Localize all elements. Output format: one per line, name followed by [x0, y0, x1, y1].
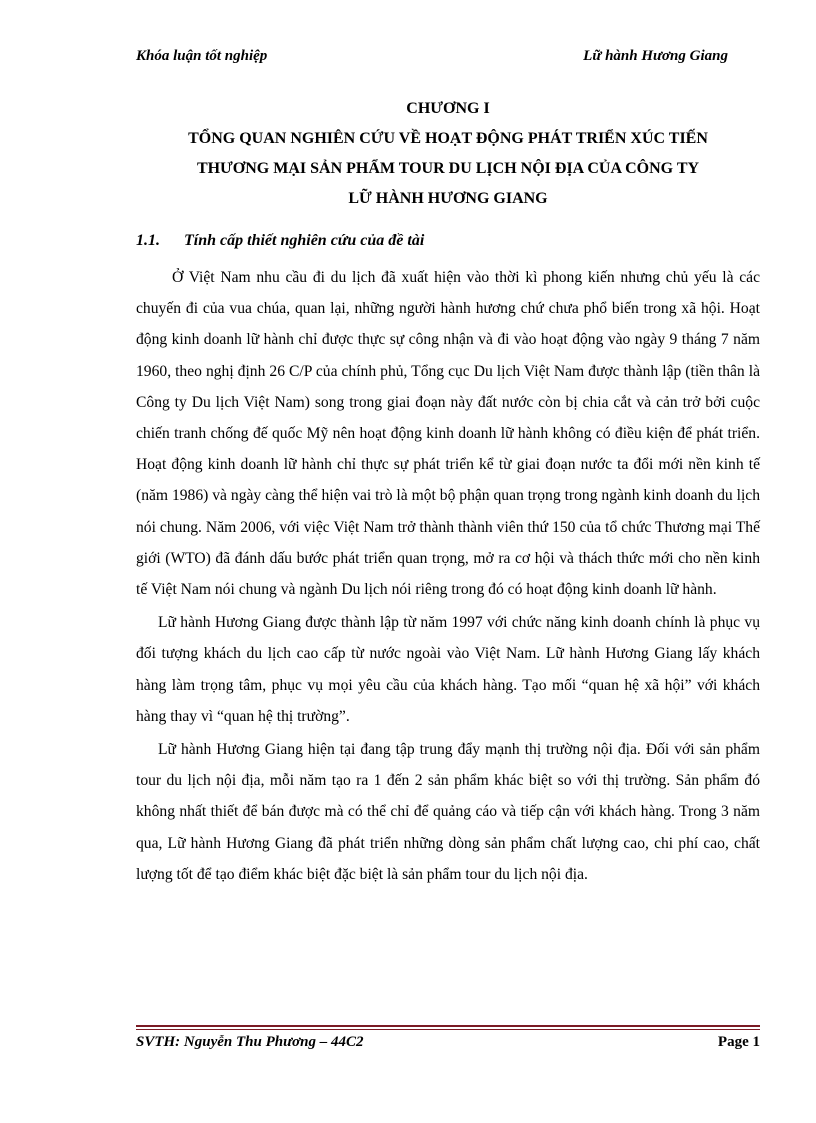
page-header	[136, 48, 728, 70]
page-footer	[136, 1034, 760, 1056]
paragraph-2: Lữ hành Hương Giang được thành lập từ năm 1997 với chức năng kinh doanh chính là phục vụ đối tượng khách du lịch cao cấp từ nước ngoài vào Việt Nam. Lữ hành Hương Giang lấy khách hàng làm trọng tâm, phục vụ mọi yêu cầu của khách hàng. Tạo mối “quan hệ xã hội” với khách hàng thay vì “quan hệ thị trường”.	[136, 614, 760, 725]
footer-author: SVTH: Nguyễn Thu Phương – 44C2	[136, 1034, 364, 1050]
section-title: Tính cấp thiết nghiên cứu của đề tài	[184, 232, 425, 249]
header-company-label: Lữ hành Hương Giang	[583, 48, 728, 64]
header-thesis-label: Khóa luận tốt nghiệp	[136, 48, 268, 64]
chapter-title-line-1: TỔNG QUAN NGHIÊN CỨU VỀ HOẠT ĐỘNG PHÁT TRIỂN XÚC TIẾN	[188, 130, 708, 147]
footer-rule-thick	[136, 1025, 760, 1027]
paragraph-3: Lữ hành Hương Giang hiện tại đang tập trung đẩy mạnh thị trường nội địa. Đối với sản phẩm tour du lịch nội địa, mỗi năm tạo ra 1 đến 2 sản phẩm khác biệt so với thị trường. Sản phẩm đó không nhất thiết để bán được mà có thể chỉ để quảng cáo và tiếp cận với khách hàng. Trong 3 năm qua, Lữ hành Hương Giang đã phát triển những dòng sản phẩm chất lượng cao, chi phí cao, chất lượng tốt để tạo điểm khác biệt đặc biệt là sản phẩm tour du lịch nội địa.	[136, 741, 760, 883]
chapter-title-line-2: THƯƠNG MẠI SẢN PHẨM TOUR DU LỊCH NỘI ĐỊA CỦA CÔNG TY	[196, 160, 700, 177]
body-text	[136, 262, 760, 890]
page-number: Page 1	[717, 1034, 760, 1050]
section-heading	[136, 232, 736, 250]
section-number: 1.1.	[136, 232, 160, 249]
chapter-title-block	[120, 94, 776, 214]
chapter-title-line-3: LỮ HÀNH HƯƠNG GIANG	[348, 190, 548, 207]
paragraph-1: Ở Việt Nam nhu cầu đi du lịch đã xuất hiện vào thời kì phong kiến nhưng chủ yếu là các chuyến đi của vua chúa, quan lại, những người hành hương chứ chưa phổ biến trong xã hội. Hoạt động kinh doanh lữ hành chỉ được thực sự công nhận và đi vào hoạt động vào ngày 9 tháng 7 năm 1960, theo nghị định 26 C/P của chính phủ, Tổng cục Du lịch Việt Nam được thành lập (tiền thân là Công ty Du lịch Việt Nam) song trong giai đoạn này đất nước còn bị chia cắt và cản trở bởi cuộc chiến tranh chống đế quốc Mỹ nên hoạt động kinh doanh lữ hành không có điều kiện để phát triển. Hoạt động kinh doanh lữ hành chỉ thực sự phát triển kể từ giai đoạn nước ta đổi mới nền kinh tế (năm 1986) và ngày càng thể hiện vai trò là một bộ phận quan trọng trong ngành kinh doanh du lịch nói chung. Năm 2006, với việc Việt Nam trở thành thành viên thứ 150 của tổ chức Thương mại Thế giới (WTO) đã đánh dấu bước phát triển quan trọng, mở ra cơ hội và thách thức mới cho nền kinh tế Việt Nam nói chung và ngành Du lịch nói riêng trong đó có hoạt động kinh doanh lữ hành.	[136, 269, 760, 599]
chapter-number: CHƯƠNG I	[406, 100, 490, 117]
footer-rule-thin	[136, 1029, 760, 1030]
